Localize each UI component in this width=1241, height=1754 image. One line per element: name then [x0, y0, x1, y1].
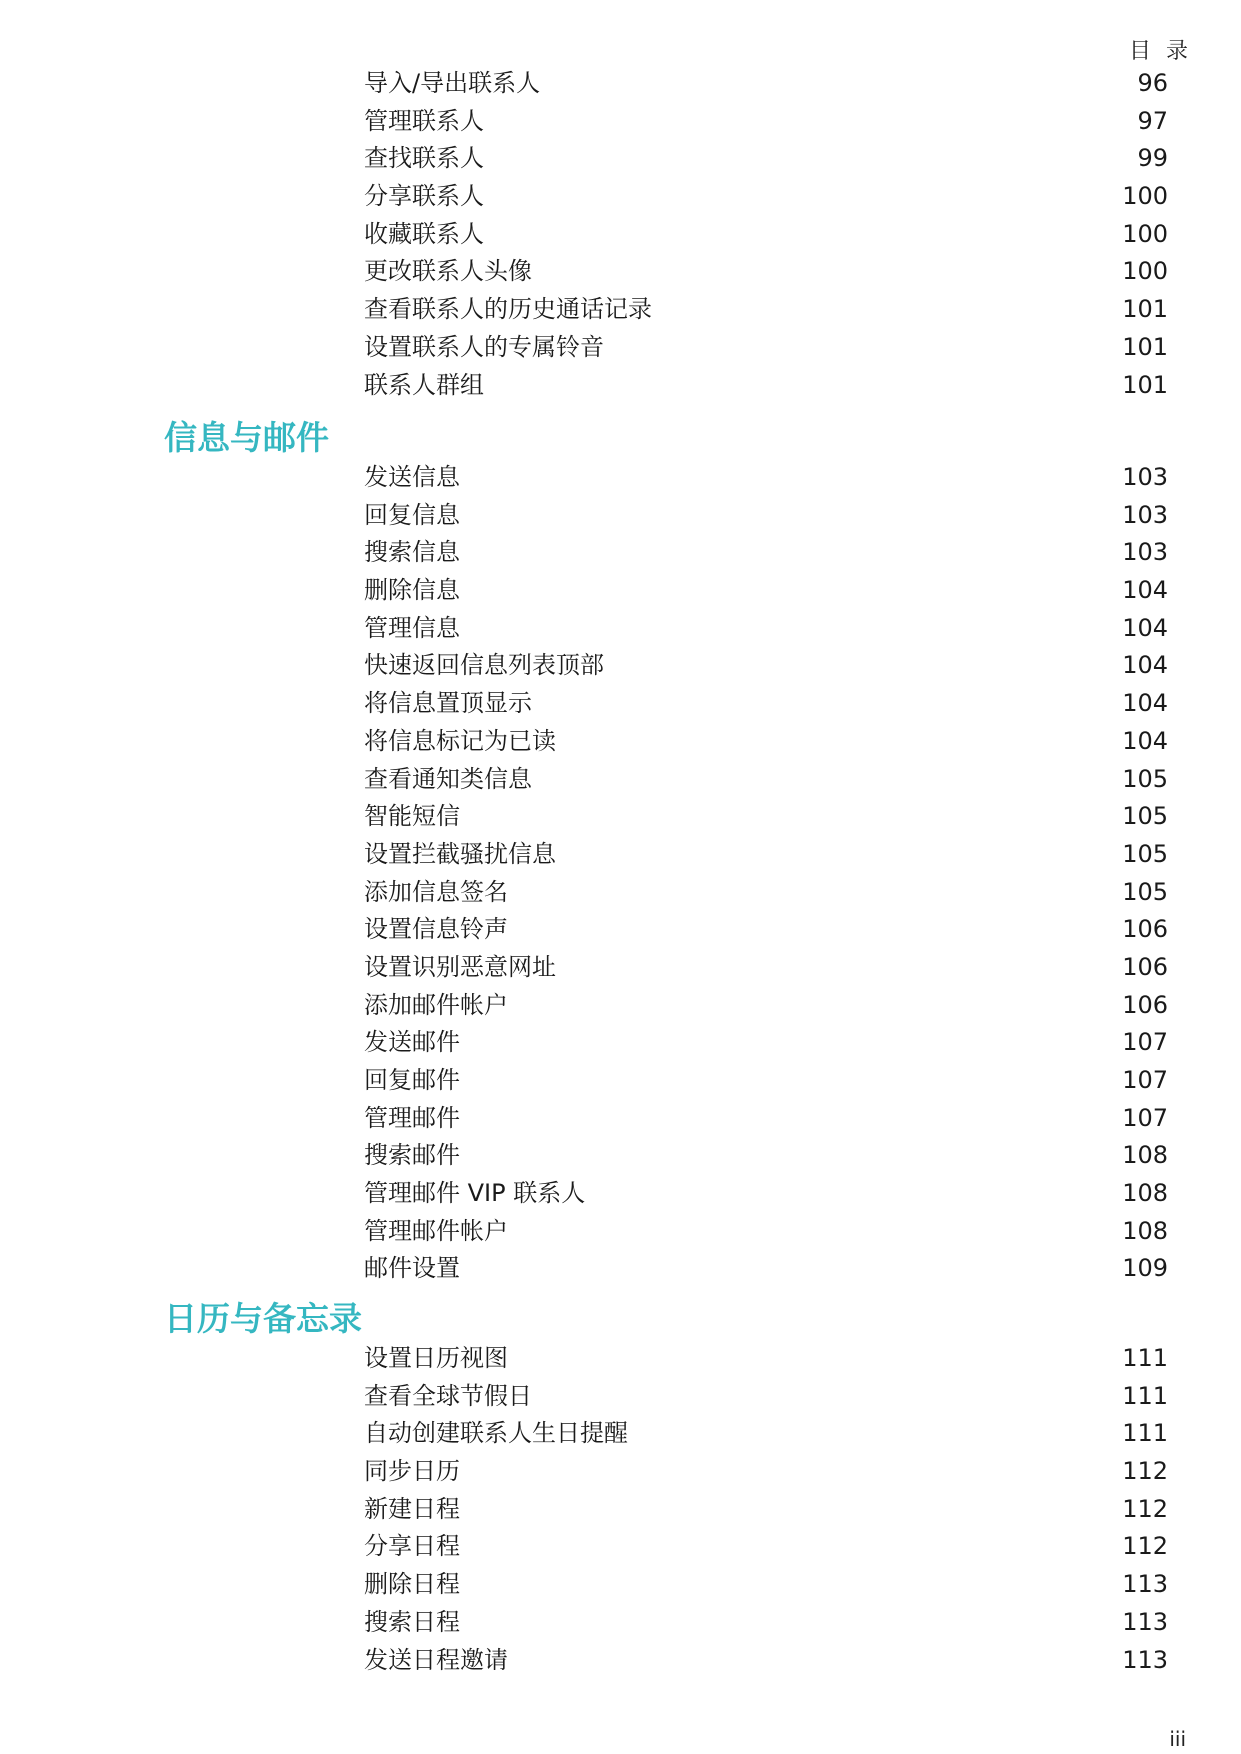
toc-entry-title: 智能短信: [364, 802, 460, 831]
toc-entry[interactable]: [0, 685, 1241, 723]
toc-entry[interactable]: [0, 874, 1241, 912]
toc-entry[interactable]: [0, 534, 1241, 572]
toc-entry-title: 添加邮件帐户: [364, 990, 508, 1019]
toc-entry-title: 回复信息: [364, 500, 460, 529]
toc-entry[interactable]: [0, 253, 1241, 291]
page-number: iii: [1169, 1727, 1186, 1751]
toc-entry-page: 100: [1122, 257, 1168, 286]
toc-entry[interactable]: [0, 761, 1241, 799]
toc-entry-page: 104: [1122, 651, 1168, 680]
toc-block-calendar-memo: [0, 1340, 1241, 1679]
toc-entry[interactable]: [0, 291, 1241, 329]
toc-entry[interactable]: [0, 140, 1241, 178]
toc-entry[interactable]: [0, 459, 1241, 497]
toc-entry-page: 105: [1122, 764, 1168, 793]
toc-entry-title: 分享日程: [364, 1532, 460, 1561]
toc-entry[interactable]: [0, 1566, 1241, 1604]
toc-entry[interactable]: [0, 1175, 1241, 1213]
toc-entry-title: 搜索信息: [364, 538, 460, 567]
toc-entry-page: 103: [1122, 538, 1168, 567]
toc-entry-page: 107: [1122, 1066, 1168, 1094]
toc-entry-page: 112: [1122, 1494, 1168, 1523]
toc-entry-title: 同步日历: [364, 1457, 460, 1486]
toc-entry[interactable]: [0, 723, 1241, 761]
toc-entry[interactable]: [0, 1604, 1241, 1642]
toc-entry-page: 108: [1122, 1216, 1168, 1245]
toc-entry[interactable]: [0, 103, 1241, 141]
toc-entry[interactable]: [0, 65, 1241, 103]
toc-entry-page: 103: [1122, 500, 1168, 529]
toc-entry-title: 设置日历视图: [364, 1344, 508, 1372]
toc-entry[interactable]: [0, 1213, 1241, 1251]
toc-entry-page: 108: [1122, 1179, 1168, 1208]
toc-entry-page: 104: [1122, 726, 1168, 755]
toc-entry-title: 设置拦截骚扰信息: [364, 839, 556, 868]
section-heading-messages-email: 信息与邮件: [164, 418, 329, 457]
toc-entry[interactable]: [0, 987, 1241, 1025]
toc-entry-page: 101: [1122, 370, 1168, 399]
toc-entry-title: 添加信息签名: [364, 877, 508, 906]
toc-entry-page: 101: [1122, 332, 1168, 361]
toc-entry-title: 新建日程: [364, 1494, 460, 1523]
toc-entry[interactable]: [0, 1250, 1241, 1288]
toc-entry-title: 自动创建联系人生日提醒: [364, 1419, 628, 1448]
toc-entry-title: 发送日程邀请: [364, 1645, 508, 1674]
toc-entry-page: 112: [1122, 1457, 1168, 1486]
toc-entry-title: 分享联系人: [364, 182, 484, 211]
toc-entry[interactable]: [0, 178, 1241, 216]
toc-entry[interactable]: [0, 329, 1241, 367]
toc-entry-title: 删除日程: [364, 1570, 460, 1599]
toc-entry-page: 111: [1122, 1344, 1168, 1372]
toc-entry[interactable]: [0, 1642, 1241, 1680]
toc-entry-title: 收藏联系人: [364, 219, 484, 248]
toc-entry-page: 113: [1122, 1607, 1168, 1636]
toc-entry[interactable]: [0, 367, 1241, 405]
toc-entry-title: 管理邮件: [364, 1103, 460, 1132]
toc-entry[interactable]: [0, 911, 1241, 949]
toc-entry-title: 更改联系人头像: [364, 257, 532, 286]
toc-entry-title: 删除信息: [364, 576, 460, 605]
toc-entry-title: 将信息置顶显示: [364, 689, 532, 718]
toc-block-contacts: [0, 65, 1241, 404]
toc-entry-title: 联系人群组: [364, 370, 484, 399]
toc-entry-page: 104: [1122, 689, 1168, 718]
toc-entry-page: 106: [1122, 915, 1168, 944]
toc-entry-title: 设置识别恶意网址: [364, 952, 556, 981]
toc-entry[interactable]: [0, 1137, 1241, 1175]
toc-entry-page: 104: [1122, 576, 1168, 605]
toc-entry-title: 设置信息铃声: [364, 915, 508, 944]
toc-entry[interactable]: [0, 1340, 1241, 1378]
toc-entry[interactable]: [0, 1100, 1241, 1138]
toc-entry-page: 101: [1122, 295, 1168, 324]
toc-entry-page: 113: [1122, 1645, 1168, 1674]
toc-entry-title: 快速返回信息列表顶部: [364, 651, 604, 680]
toc-entry[interactable]: [0, 1062, 1241, 1100]
toc-entry-page: 103: [1122, 463, 1168, 491]
toc-entry-page: 100: [1122, 219, 1168, 248]
toc-entry-page: 111: [1122, 1381, 1168, 1410]
toc-entry[interactable]: [0, 1024, 1241, 1062]
toc-entry-page: 106: [1122, 952, 1168, 981]
toc-entry-page: 108: [1122, 1141, 1168, 1170]
toc-entry-title: 查看通知类信息: [364, 764, 532, 793]
toc-entry-title: 设置联系人的专属铃音: [364, 332, 604, 361]
toc-entry[interactable]: [0, 836, 1241, 874]
toc-block-messages-email: [0, 459, 1241, 1288]
toc-entry-page: 109: [1122, 1254, 1168, 1283]
toc-entry-page: 99: [1137, 144, 1168, 173]
toc-entry[interactable]: [0, 497, 1241, 535]
toc-entry-page: 112: [1122, 1532, 1168, 1561]
toc-entry-title: 查看联系人的历史通话记录: [364, 295, 652, 324]
toc-entry-title: 导入/导出联系人: [364, 69, 541, 97]
toc-entry[interactable]: [0, 949, 1241, 987]
toc-entry[interactable]: [0, 1491, 1241, 1529]
toc-entry-title: 邮件设置: [364, 1254, 460, 1283]
toc-entry[interactable]: [0, 1528, 1241, 1566]
toc-entry-page: 105: [1122, 877, 1168, 906]
toc-entry-title: 查看全球节假日: [364, 1381, 532, 1410]
toc-entry-title: 将信息标记为已读: [364, 726, 556, 755]
toc-entry-title: 搜索日程: [364, 1607, 460, 1636]
toc-entry-title: 查找联系人: [364, 144, 484, 173]
toc-entry[interactable]: [0, 798, 1241, 836]
toc-entry-page: 106: [1122, 990, 1168, 1019]
toc-entry-title: 管理邮件帐户: [364, 1216, 508, 1245]
toc-entry[interactable]: [0, 610, 1241, 648]
toc-entry-title: 发送信息: [364, 463, 460, 491]
toc-entry-page: 100: [1122, 182, 1168, 211]
toc-entry-title: 管理联系人: [364, 106, 484, 135]
toc-entry-page: 104: [1122, 613, 1168, 642]
toc-entry-page: 105: [1122, 839, 1168, 868]
toc-entry[interactable]: [0, 216, 1241, 254]
toc-entry-page: 96: [1137, 69, 1168, 97]
toc-entry-title: 回复邮件: [364, 1066, 460, 1094]
toc-entry-title: 管理信息: [364, 613, 460, 642]
toc-entry-page: 107: [1122, 1028, 1168, 1057]
toc-entry-title: 搜索邮件: [364, 1141, 460, 1170]
toc-entry[interactable]: [0, 1415, 1241, 1453]
toc-entry-page: 111: [1122, 1419, 1168, 1448]
toc-entry[interactable]: [0, 1453, 1241, 1491]
toc-entry-page: 107: [1122, 1103, 1168, 1132]
toc-entry-title: 发送邮件: [364, 1028, 460, 1057]
toc-entry-page: 97: [1137, 106, 1168, 135]
toc-entry[interactable]: [0, 647, 1241, 685]
toc-entry-page: 113: [1122, 1570, 1168, 1599]
toc-entry[interactable]: [0, 572, 1241, 610]
toc-header-label: 目 录: [1129, 39, 1192, 64]
toc-entry-page: 105: [1122, 802, 1168, 831]
toc-entry-title: 管理邮件 VIP 联系人: [364, 1179, 586, 1208]
toc-entry[interactable]: [0, 1378, 1241, 1416]
section-heading-calendar-memo: 日历与备忘录: [164, 1299, 362, 1338]
